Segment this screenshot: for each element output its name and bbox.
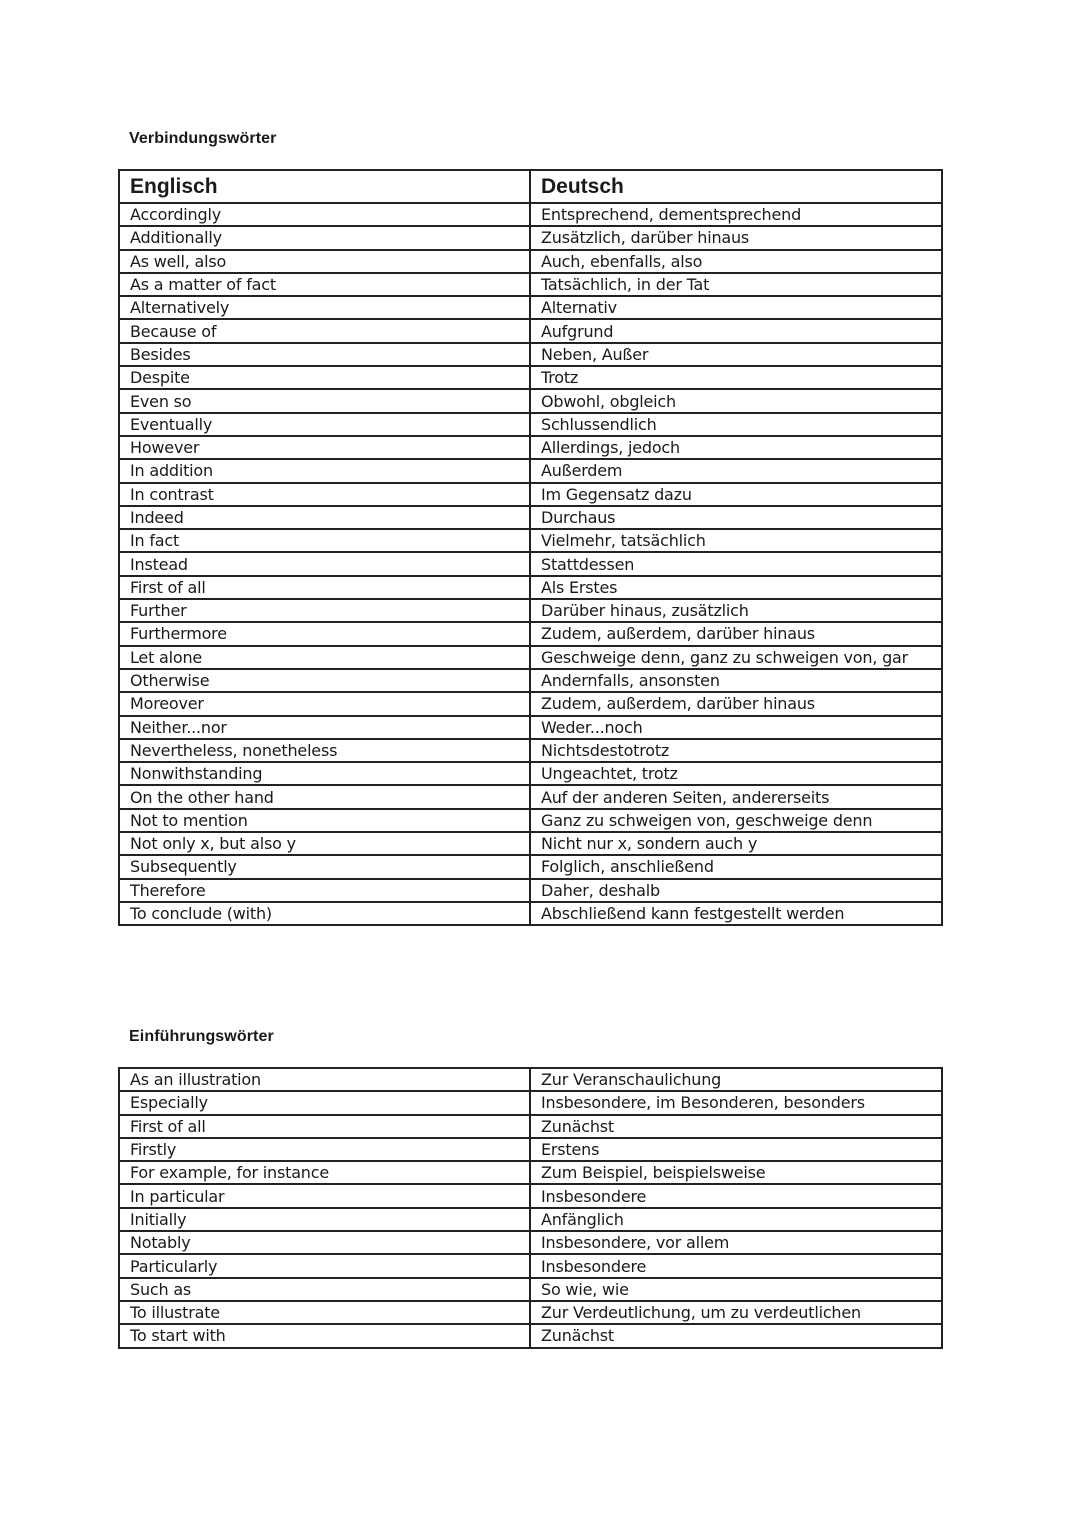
- german-translation: Geschweige denn, ganz zu schweigen von, gar: [530, 646, 942, 669]
- german-translation: So wie, wie: [530, 1278, 942, 1301]
- german-translation: Nichtsdestotrotz: [530, 739, 942, 762]
- table-row: [119, 436, 942, 459]
- english-term: Otherwise: [119, 669, 530, 692]
- german-translation: Tatsächlich, in der Tat: [530, 273, 942, 296]
- german-translation: Zudem, außerdem, darüber hinaus: [530, 622, 942, 645]
- german-translation: Insbesondere, im Besonderen, besonders: [530, 1091, 942, 1114]
- table-row: [119, 669, 942, 692]
- english-term: Let alone: [119, 646, 530, 669]
- english-term: Because of: [119, 319, 530, 342]
- table-row: [119, 646, 942, 669]
- english-term: For example, for instance: [119, 1161, 530, 1184]
- table-row: [119, 529, 942, 552]
- english-term: As well, also: [119, 250, 530, 273]
- english-term: First of all: [119, 1115, 530, 1138]
- german-translation: Stattdessen: [530, 552, 942, 575]
- english-term: In addition: [119, 459, 530, 482]
- german-translation: Zunächst: [530, 1324, 942, 1347]
- german-translation: Im Gegensatz dazu: [530, 483, 942, 506]
- english-term: Not to mention: [119, 809, 530, 832]
- english-term: However: [119, 436, 530, 459]
- german-translation: Zur Verdeutlichung, um zu verdeutlichen: [530, 1301, 942, 1324]
- table-row: [119, 1161, 942, 1184]
- english-term: To illustrate: [119, 1301, 530, 1324]
- english-term: Firstly: [119, 1138, 530, 1161]
- table-row: [119, 855, 942, 878]
- table-row: [119, 902, 942, 925]
- table-row: [119, 1138, 942, 1161]
- header-german: Deutsch: [530, 170, 942, 203]
- english-term: Eventually: [119, 413, 530, 436]
- table-row: [119, 483, 942, 506]
- english-term: Furthermore: [119, 622, 530, 645]
- table-row: [119, 506, 942, 529]
- english-term: On the other hand: [119, 785, 530, 808]
- english-term: To conclude (with): [119, 902, 530, 925]
- german-translation: Vielmehr, tatsächlich: [530, 529, 942, 552]
- table-row: [119, 366, 942, 389]
- table-row: [119, 879, 942, 902]
- table-row: [119, 739, 942, 762]
- introductory-table: [118, 1067, 943, 1349]
- english-term: Instead: [119, 552, 530, 575]
- table-row: [119, 273, 942, 296]
- english-term: Therefore: [119, 879, 530, 902]
- german-translation: Trotz: [530, 366, 942, 389]
- german-translation: Schlussendlich: [530, 413, 942, 436]
- english-term: Moreover: [119, 692, 530, 715]
- german-translation: Andernfalls, ansonsten: [530, 669, 942, 692]
- german-translation: Außerdem: [530, 459, 942, 482]
- english-term: Additionally: [119, 226, 530, 249]
- table-row: [119, 1278, 942, 1301]
- german-translation: Aufgrund: [530, 319, 942, 342]
- table-row: [119, 832, 942, 855]
- german-translation: Auf der anderen Seiten, andererseits: [530, 785, 942, 808]
- german-translation: Anfänglich: [530, 1208, 942, 1231]
- english-term: Neither...nor: [119, 716, 530, 739]
- table-row: [119, 552, 942, 575]
- german-translation: Ungeachtet, trotz: [530, 762, 942, 785]
- english-term: In particular: [119, 1184, 530, 1207]
- english-term: As an illustration: [119, 1068, 530, 1091]
- german-translation: Ganz zu schweigen von, geschweige denn: [530, 809, 942, 832]
- table-row: [119, 1324, 942, 1347]
- german-translation: Erstens: [530, 1138, 942, 1161]
- table-row: [119, 785, 942, 808]
- german-translation: Zum Beispiel, beispielsweise: [530, 1161, 942, 1184]
- english-term: First of all: [119, 576, 530, 599]
- table-row: [119, 203, 942, 226]
- german-translation: Darüber hinaus, zusätzlich: [530, 599, 942, 622]
- table-row: [119, 692, 942, 715]
- german-translation: Alternativ: [530, 296, 942, 319]
- german-translation: Obwohl, obgleich: [530, 389, 942, 412]
- header-english: Englisch: [119, 170, 530, 203]
- english-term: Not only x, but also y: [119, 832, 530, 855]
- table-row: [119, 1184, 942, 1207]
- english-term: In fact: [119, 529, 530, 552]
- section-title-introductory: Einführungswörter: [129, 1028, 274, 1045]
- english-term: Further: [119, 599, 530, 622]
- english-term: Such as: [119, 1278, 530, 1301]
- german-translation: Daher, deshalb: [530, 879, 942, 902]
- german-translation: Auch, ebenfalls, also: [530, 250, 942, 273]
- english-term: To start with: [119, 1324, 530, 1347]
- english-term: Particularly: [119, 1254, 530, 1277]
- table-row: [119, 716, 942, 739]
- table-row: [119, 296, 942, 319]
- table-row: [119, 1208, 942, 1231]
- german-translation: Zusätzlich, darüber hinaus: [530, 226, 942, 249]
- english-term: Alternatively: [119, 296, 530, 319]
- german-translation: Abschließend kann festgestellt werden: [530, 902, 942, 925]
- table-row: [119, 1301, 942, 1324]
- english-term: Nonwithstanding: [119, 762, 530, 785]
- german-translation: Als Erstes: [530, 576, 942, 599]
- table-row: [119, 762, 942, 785]
- table-row: [119, 319, 942, 342]
- english-term: Initially: [119, 1208, 530, 1231]
- section-title-connectives: Verbindungswörter: [129, 130, 277, 147]
- table-row: [119, 389, 942, 412]
- table-row: [119, 576, 942, 599]
- english-term: Indeed: [119, 506, 530, 529]
- german-translation: Entsprechend, dementsprechend: [530, 203, 942, 226]
- table-row: [119, 599, 942, 622]
- table-row: [119, 809, 942, 832]
- english-term: Besides: [119, 343, 530, 366]
- table-header-row: [119, 170, 942, 203]
- table-row: [119, 343, 942, 366]
- connectives-table: [118, 169, 943, 926]
- table-row: [119, 1254, 942, 1277]
- table-row: [119, 622, 942, 645]
- english-term: Especially: [119, 1091, 530, 1114]
- german-translation: Neben, Außer: [530, 343, 942, 366]
- table-row: [119, 1231, 942, 1254]
- german-translation: Zunächst: [530, 1115, 942, 1138]
- german-translation: Zur Veranschaulichung: [530, 1068, 942, 1091]
- table-row: [119, 226, 942, 249]
- german-translation: Insbesondere: [530, 1184, 942, 1207]
- german-translation: Insbesondere: [530, 1254, 942, 1277]
- english-term: Nevertheless, nonetheless: [119, 739, 530, 762]
- english-term: As a matter of fact: [119, 273, 530, 296]
- english-term: Even so: [119, 389, 530, 412]
- english-term: Despite: [119, 366, 530, 389]
- table-row: [119, 413, 942, 436]
- table-row: [119, 459, 942, 482]
- table-row: [119, 250, 942, 273]
- german-translation: Insbesondere, vor allem: [530, 1231, 942, 1254]
- german-translation: Folglich, anschließend: [530, 855, 942, 878]
- german-translation: Allerdings, jedoch: [530, 436, 942, 459]
- table-row: [119, 1091, 942, 1114]
- table-row: [119, 1115, 942, 1138]
- german-translation: Nicht nur x, sondern auch y: [530, 832, 942, 855]
- english-term: In contrast: [119, 483, 530, 506]
- table-row: [119, 1068, 942, 1091]
- german-translation: Zudem, außerdem, darüber hinaus: [530, 692, 942, 715]
- english-term: Subsequently: [119, 855, 530, 878]
- german-translation: Weder...noch: [530, 716, 942, 739]
- english-term: Accordingly: [119, 203, 530, 226]
- english-term: Notably: [119, 1231, 530, 1254]
- german-translation: Durchaus: [530, 506, 942, 529]
